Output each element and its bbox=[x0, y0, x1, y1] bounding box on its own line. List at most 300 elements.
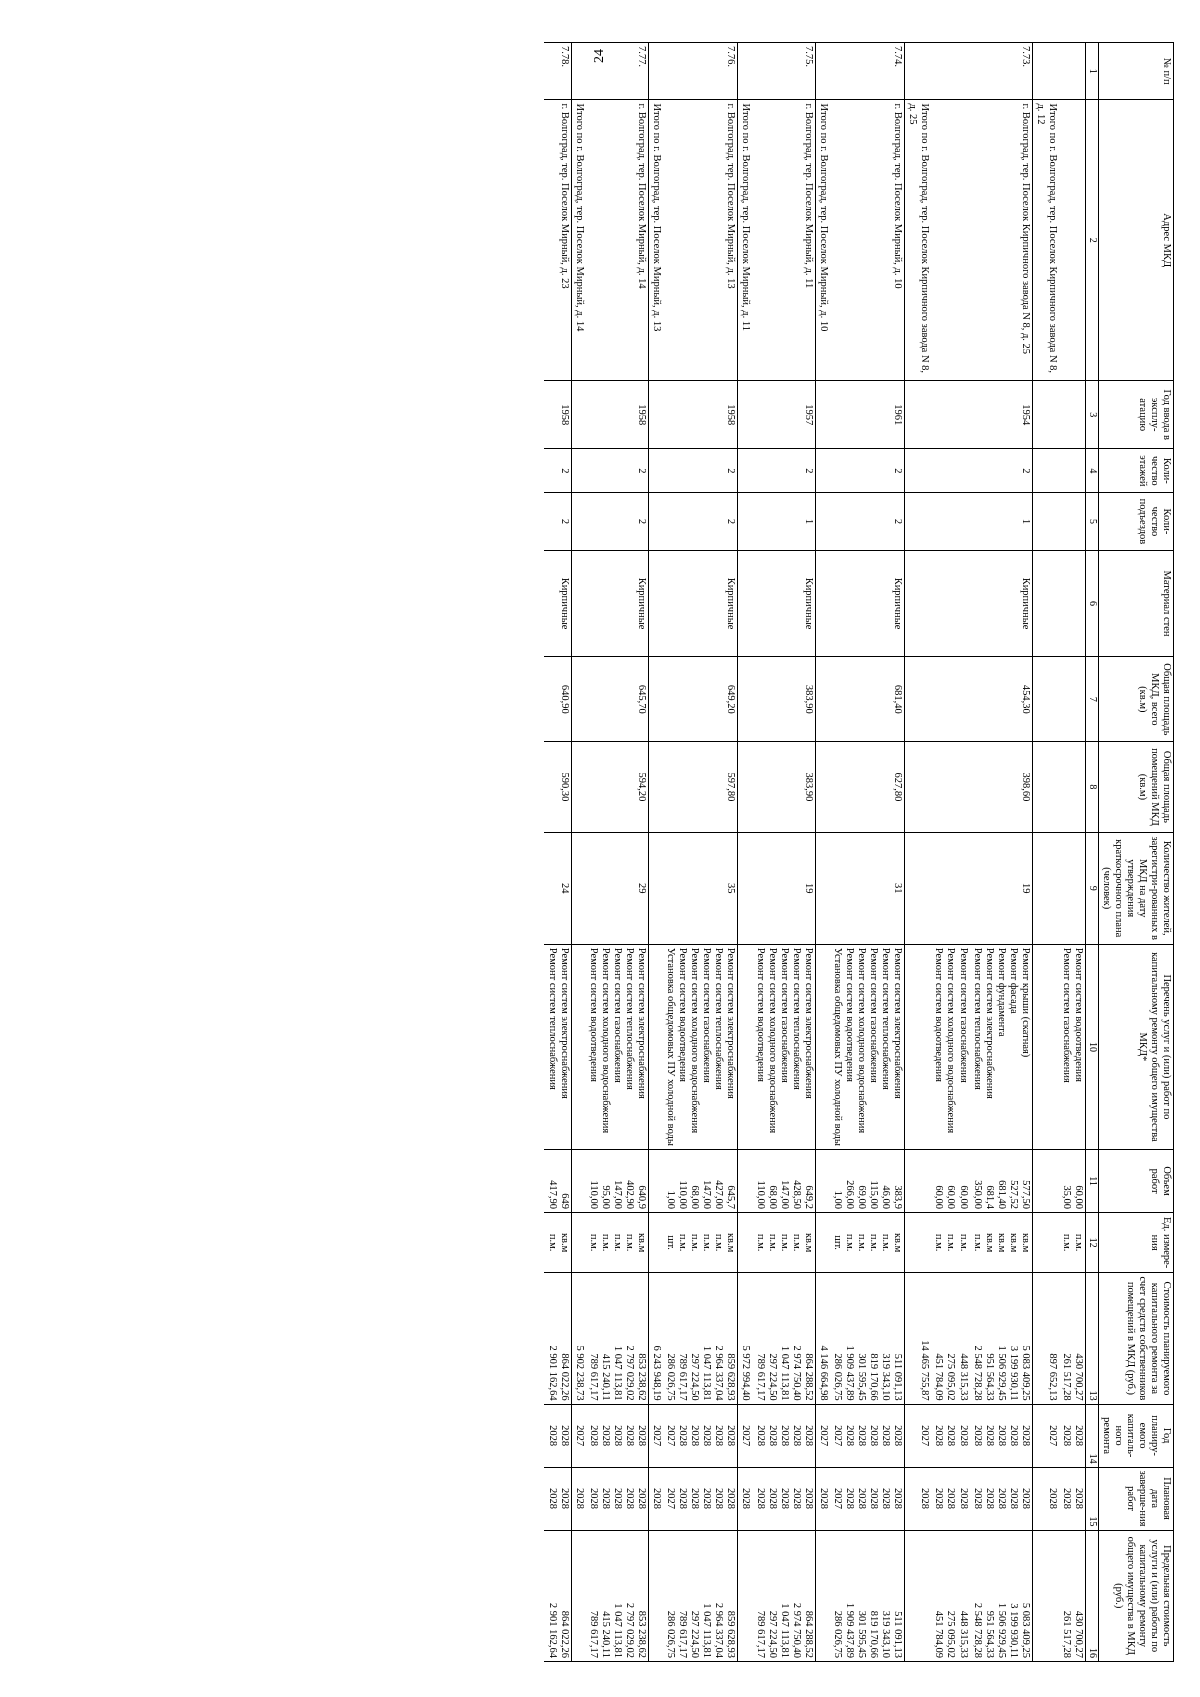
row-number: 7.75. bbox=[753, 43, 816, 100]
total-cost-cell: 5 972 994,40 bbox=[738, 1273, 753, 1404]
volume-cell-value: 577,50 bbox=[1019, 1180, 1031, 1210]
empty-cell bbox=[738, 1530, 753, 1661]
unit-cell bbox=[970, 1213, 1033, 1273]
end-date-cell bbox=[753, 1467, 816, 1530]
plan-year-cell-value: 2028 bbox=[636, 1425, 647, 1447]
end-date-cell-value: 2028 bbox=[790, 1488, 802, 1510]
total-year-cell: 2027 bbox=[649, 1404, 664, 1467]
unit-cell-value: п.м. bbox=[701, 1233, 713, 1252]
works-cell-value: Ремонт систем электроснабжения bbox=[802, 947, 814, 1099]
end-date-cell-value: 2028 bbox=[868, 1488, 880, 1510]
max-cost-cell-value: 1 047 113,81 bbox=[701, 1603, 713, 1658]
max-cost-cell-value: 261 517,28 bbox=[1061, 1610, 1073, 1658]
max-cost-cell-value: 415 240,11 bbox=[599, 1611, 611, 1658]
unit-cell-value: шт. bbox=[665, 1235, 677, 1250]
plan-year-cell bbox=[663, 1404, 738, 1467]
total-end-cell: 2028 bbox=[905, 1467, 932, 1530]
walls-cell bbox=[649, 550, 664, 657]
cost-cell-value: 275 095,02 bbox=[945, 1353, 957, 1401]
total-cost-cell: 14 465 755,87 bbox=[905, 1273, 932, 1404]
end-date-cell-value: 2027 bbox=[665, 1488, 677, 1510]
works-cell-value: Ремонт систем холодного водоснабжения bbox=[689, 947, 701, 1134]
plan-year-cell bbox=[1059, 1404, 1086, 1467]
total-row bbox=[1032, 43, 1059, 1662]
end-date-cell-value: 2028 bbox=[971, 1488, 983, 1510]
total-row bbox=[815, 43, 830, 1662]
address-cell bbox=[1059, 100, 1086, 381]
empty-cell bbox=[738, 1150, 753, 1213]
end-date-cell-value: 2028 bbox=[892, 1488, 904, 1510]
column-header-10: Перечень услуг и (или) работ по капитальному ремонту общего имущества МКД* bbox=[1098, 944, 1173, 1149]
entrances-cell: 2 bbox=[545, 493, 572, 550]
cost-cell-value: 2 974 750,40 bbox=[790, 1345, 802, 1401]
entrances-cell: 1 bbox=[753, 493, 816, 550]
entrances-cell bbox=[571, 493, 586, 550]
cost-cell bbox=[1059, 1273, 1086, 1404]
works-cell bbox=[545, 944, 572, 1149]
unit-cell-value: п.м. bbox=[754, 1233, 766, 1252]
empty-cell bbox=[815, 1150, 830, 1213]
max-cost-cell-value: 864 022,26 bbox=[558, 1610, 570, 1658]
works-cell-value: Установка общедомовых ПУ холодной воды bbox=[831, 947, 843, 1146]
cost-cell-value: 819 170,66 bbox=[868, 1353, 880, 1401]
plan-year-cell-value: 2028 bbox=[713, 1425, 725, 1447]
column-header-16: Предельная стоимость услуги и (или) работы по капитальному ремонту общего имущества в МКД (руб.) bbox=[1098, 1530, 1173, 1661]
cost-cell-value: 864 022,26 bbox=[558, 1353, 570, 1401]
plan-year-cell bbox=[545, 1404, 572, 1467]
empty-cell bbox=[905, 1530, 932, 1661]
column-header-9: Количество жителей, зарегистри-рованных в МКД на дату утверждения краткосрочного плана (человек) bbox=[1098, 832, 1173, 944]
empty-cell bbox=[815, 944, 830, 1149]
empty-cell bbox=[905, 944, 932, 1149]
max-cost-cell-value: 789 617,17 bbox=[587, 1610, 599, 1658]
volume-cell bbox=[931, 1150, 969, 1213]
max-cost-cell bbox=[545, 1530, 572, 1661]
end-date-cell-value: 2028 bbox=[995, 1488, 1007, 1510]
residents-cell bbox=[931, 832, 969, 944]
end-date-cell-value: 2028 bbox=[802, 1488, 814, 1510]
plan-year-cell bbox=[753, 1404, 816, 1467]
total-area-cell: 681,40 bbox=[830, 657, 905, 742]
total-area-cell bbox=[931, 657, 969, 742]
volume-cell-value: 115,00 bbox=[868, 1180, 880, 1210]
plan-year-cell-value: 2028 bbox=[844, 1425, 855, 1447]
total-year-cell: 2027 bbox=[1032, 1404, 1059, 1467]
cost-cell-value: 859 628,93 bbox=[725, 1353, 737, 1401]
residents-cell: 24 bbox=[545, 832, 572, 944]
cost-cell-value: 2 548 728,28 bbox=[971, 1345, 983, 1401]
table-row bbox=[586, 43, 649, 1662]
entrances-cell bbox=[1059, 493, 1086, 550]
plan-year-cell-value: 2028 bbox=[546, 1425, 558, 1447]
residents-cell bbox=[571, 832, 586, 944]
max-cost-cell-value: 2 964 337,04 bbox=[713, 1602, 725, 1658]
works-cell-value: Ремонт систем электроснабжения bbox=[983, 947, 995, 1099]
plan-year-cell-value: 2028 bbox=[701, 1425, 713, 1447]
table-row bbox=[1059, 43, 1086, 1662]
total-end-cell: 2028 bbox=[1032, 1467, 1059, 1530]
table-row bbox=[753, 43, 816, 1662]
max-cost-cell-value: 297 224,50 bbox=[689, 1610, 701, 1658]
floors-cell bbox=[571, 449, 586, 493]
column-header-12: Ед. измере-ния bbox=[1098, 1213, 1173, 1273]
end-date-cell bbox=[1059, 1467, 1086, 1530]
total-area-cell: 649,20 bbox=[663, 657, 738, 742]
empty-cell bbox=[815, 1213, 830, 1273]
plan-year-cell bbox=[970, 1404, 1033, 1467]
end-date-cell-value: 2028 bbox=[611, 1488, 623, 1510]
end-date-cell-value: 2028 bbox=[957, 1488, 969, 1510]
total-end-cell: 2028 bbox=[738, 1467, 753, 1530]
premises-area-cell bbox=[905, 742, 932, 832]
works-cell-value: Ремонт систем водоотведения bbox=[844, 947, 855, 1082]
unit-cell-value: п.м. bbox=[933, 1233, 945, 1252]
volume-cell-value: 68,00 bbox=[766, 1185, 778, 1210]
empty-cell bbox=[905, 1150, 932, 1213]
end-date-cell-value: 2028 bbox=[623, 1488, 635, 1510]
cost-cell bbox=[753, 1273, 816, 1404]
max-cost-cell-value: 864 288,52 bbox=[802, 1610, 814, 1658]
works-cell-value: Ремонт крыши (скатная) bbox=[1019, 947, 1031, 1058]
total-year-cell: 2027 bbox=[738, 1404, 753, 1467]
works-cell-value: Ремонт систем водоотведения bbox=[677, 947, 689, 1082]
empty-cell bbox=[815, 1530, 830, 1661]
cost-cell-value: 451 784,09 bbox=[933, 1353, 945, 1401]
residents-cell: 19 bbox=[753, 832, 816, 944]
column-header-7: Общая площадь МКД, всего (кв.м) bbox=[1098, 657, 1173, 742]
works-cell-value: Ремонт систем электроснабжения bbox=[892, 947, 904, 1099]
column-header-15: Плановая дата заверше-ния работ bbox=[1098, 1467, 1173, 1530]
unit-cell-value: п.м. bbox=[1061, 1233, 1073, 1252]
cost-cell-value: 1 909 437,89 bbox=[844, 1345, 855, 1401]
cost-cell-value: 301 595,45 bbox=[856, 1353, 868, 1401]
empty-cell bbox=[905, 1213, 932, 1273]
end-date-cell bbox=[830, 1467, 905, 1530]
address-cell: г. Волгоград, тер. Поселок Мирный, д. 14 bbox=[586, 100, 649, 381]
works-cell-value: Ремонт систем газоснабжения bbox=[611, 947, 623, 1083]
year-cell bbox=[815, 381, 830, 449]
total-area-cell bbox=[1059, 657, 1086, 742]
max-cost-cell-value: 853 238,62 bbox=[636, 1610, 647, 1658]
capital-repair-plan-sheet bbox=[44, 42, 1174, 1662]
floors-cell: 2 bbox=[830, 449, 905, 493]
floors-cell bbox=[905, 449, 932, 493]
plan-year-cell-value: 2028 bbox=[599, 1425, 611, 1447]
residents-cell bbox=[738, 832, 753, 944]
table-body bbox=[545, 43, 1086, 1662]
works-cell-value: Ремонт систем теплоснабжения bbox=[971, 947, 983, 1090]
column-header-14: Год планиру-емого капиталь-ного ремонта bbox=[1098, 1404, 1173, 1467]
cost-cell-value: 864 288,52 bbox=[802, 1353, 814, 1401]
column-number-9: 9 bbox=[1086, 832, 1099, 944]
unit-cell-value: п.м. bbox=[957, 1233, 969, 1252]
end-date-cell-value: 2028 bbox=[689, 1488, 701, 1510]
total-area-cell: 454,30 bbox=[970, 657, 1033, 742]
cost-cell-value: 5 083 409,25 bbox=[1019, 1345, 1031, 1401]
residents-cell bbox=[1059, 832, 1086, 944]
works-cell-value: Ремонт систем теплоснабжения bbox=[713, 947, 725, 1090]
row-number bbox=[931, 43, 969, 100]
premises-area-cell bbox=[649, 742, 664, 832]
volume-cell-value: 35,00 bbox=[1061, 1185, 1073, 1210]
cost-cell bbox=[586, 1273, 649, 1404]
works-cell-value: Ремонт систем газоснабжения bbox=[701, 947, 713, 1083]
max-cost-cell bbox=[931, 1530, 969, 1661]
column-number-13: 13 bbox=[1086, 1273, 1099, 1404]
end-date-cell-value: 2028 bbox=[856, 1488, 868, 1510]
total-area-cell bbox=[815, 657, 830, 742]
end-date-cell-value: 2028 bbox=[558, 1488, 570, 1510]
cost-cell-value: 286 026,75 bbox=[665, 1353, 677, 1401]
works-cell-value: Ремонт фасада bbox=[1007, 947, 1019, 1014]
total-cost-cell: 6 243 948,19 bbox=[649, 1273, 664, 1404]
works-cell-value: Ремонт систем теплоснабжения bbox=[623, 947, 635, 1090]
row-number bbox=[1032, 43, 1059, 100]
column-number-16: 16 bbox=[1086, 1530, 1099, 1661]
year-cell bbox=[649, 381, 664, 449]
unit-cell-value: кв.м bbox=[983, 1232, 995, 1253]
volume-cell-value: 147,00 bbox=[611, 1180, 623, 1210]
floors-cell: 2 bbox=[753, 449, 816, 493]
max-cost-cell-value: 1 909 437,89 bbox=[844, 1602, 855, 1658]
unit-cell-value: п.м. bbox=[713, 1233, 725, 1252]
walls-cell bbox=[571, 550, 586, 657]
unit-cell bbox=[545, 1213, 572, 1273]
end-date-cell-value: 2028 bbox=[701, 1488, 713, 1510]
works-cell-value: Ремонт систем электроснабжения bbox=[558, 947, 570, 1099]
end-date-cell-value: 2028 bbox=[844, 1488, 855, 1510]
volume-cell-value: 417,90 bbox=[546, 1180, 558, 1210]
row-number bbox=[738, 43, 753, 100]
plan-year-cell-value: 2028 bbox=[558, 1425, 570, 1447]
column-header-6: Материал стен bbox=[1098, 550, 1173, 657]
end-date-cell-value: 2028 bbox=[546, 1488, 558, 1510]
unit-cell-value: п.м. bbox=[880, 1233, 892, 1252]
row-number bbox=[649, 43, 664, 100]
cost-cell-value: 511 091,13 bbox=[892, 1353, 904, 1401]
entrances-cell: 1 bbox=[970, 493, 1033, 550]
entrances-cell: 2 bbox=[830, 493, 905, 550]
plan-year-cell-value: 2028 bbox=[1061, 1425, 1073, 1447]
max-cost-cell bbox=[970, 1530, 1033, 1661]
max-cost-cell-value: 430 700,27 bbox=[1073, 1610, 1085, 1658]
walls-cell: Кирпичные bbox=[586, 550, 649, 657]
works-cell-value: Ремонт систем холодного водоснабжения bbox=[856, 947, 868, 1134]
column-number-10: 10 bbox=[1086, 944, 1099, 1149]
unit-cell-value: п.м. bbox=[611, 1233, 623, 1252]
address-cell: г. Волгоград, тер. Поселок Мирный, д. 23 bbox=[545, 100, 572, 381]
unit-cell-value: шт. bbox=[831, 1235, 843, 1250]
plan-year-cell-value: 2028 bbox=[1019, 1425, 1031, 1447]
max-cost-cell bbox=[830, 1530, 905, 1661]
entrances-cell: 2 bbox=[663, 493, 738, 550]
empty-cell bbox=[649, 1213, 664, 1273]
cost-cell-value: 3 199 930,11 bbox=[1007, 1345, 1019, 1401]
works-cell-value: Ремонт систем электроснабжения bbox=[636, 947, 647, 1099]
column-header-1: № п/п bbox=[1098, 43, 1173, 100]
entrances-cell bbox=[815, 493, 830, 550]
volume-cell-value: 60,00 bbox=[933, 1185, 945, 1210]
max-cost-cell-value: 451 784,09 bbox=[933, 1610, 945, 1658]
works-cell-value: Ремонт систем газоснабжения bbox=[778, 947, 790, 1083]
floors-cell: 2 bbox=[663, 449, 738, 493]
works-cell bbox=[1059, 944, 1086, 1149]
empty-cell bbox=[571, 1213, 586, 1273]
volume-cell-value: 649 bbox=[558, 1193, 570, 1210]
plan-year-cell-value: 2028 bbox=[868, 1425, 880, 1447]
plan-year-cell-value: 2028 bbox=[611, 1425, 623, 1447]
plan-year-cell bbox=[586, 1404, 649, 1467]
floors-cell bbox=[738, 449, 753, 493]
works-cell-value: Ремонт систем газоснабжения bbox=[868, 947, 880, 1083]
row-number bbox=[905, 43, 932, 100]
premises-area-cell bbox=[1059, 742, 1086, 832]
works-cell bbox=[830, 944, 905, 1149]
walls-cell bbox=[931, 550, 969, 657]
end-date-cell-value: 2028 bbox=[945, 1488, 957, 1510]
address-cell: г. Волгоград, тер. Поселок Мирный, д. 13 bbox=[663, 100, 738, 381]
address-cell: г. Волгоград, тер. Поселок Мирный, д. 10 bbox=[830, 100, 905, 381]
page-number: 24 bbox=[592, 49, 607, 63]
column-number-14: 14 bbox=[1086, 1404, 1099, 1467]
unit-cell bbox=[753, 1213, 816, 1273]
column-header-11: Объем работ bbox=[1098, 1150, 1173, 1213]
total-area-cell: 383,90 bbox=[753, 657, 816, 742]
works-cell-value: Ремонт систем теплоснабжения bbox=[880, 947, 892, 1090]
cost-cell-value: 1 047 113,81 bbox=[778, 1345, 790, 1401]
entrances-cell bbox=[649, 493, 664, 550]
row-number bbox=[571, 43, 586, 100]
cost-cell-value: 2 797 029,02 bbox=[623, 1345, 635, 1401]
max-cost-cell-value: 859 628,93 bbox=[725, 1610, 737, 1658]
empty-cell bbox=[649, 1150, 664, 1213]
volume-cell bbox=[586, 1150, 649, 1213]
residents-cell bbox=[1032, 832, 1059, 944]
total-cost-cell: 897 652,13 bbox=[1032, 1273, 1059, 1404]
total-row bbox=[649, 43, 664, 1662]
volume-cell-value: 645,7 bbox=[725, 1185, 737, 1210]
works-cell-value: Ремонт систем электроснабжения bbox=[725, 947, 737, 1099]
empty-cell bbox=[571, 1530, 586, 1661]
volume-cell-value: 640,9 bbox=[636, 1185, 647, 1210]
unit-cell-value: п.м. bbox=[790, 1233, 802, 1252]
floors-cell bbox=[649, 449, 664, 493]
volume-cell-value: 110,00 bbox=[754, 1180, 766, 1210]
volume-cell-value: 681,40 bbox=[995, 1180, 1007, 1210]
column-header-2: Адрес МКД bbox=[1098, 100, 1173, 381]
volume-cell-value: 147,00 bbox=[778, 1180, 790, 1210]
plan-year-cell-value: 2028 bbox=[856, 1425, 868, 1447]
end-date-cell-value: 2027 bbox=[831, 1488, 843, 1510]
premises-area-cell bbox=[931, 742, 969, 832]
plan-year-cell-value: 2028 bbox=[754, 1425, 766, 1447]
end-date-cell bbox=[586, 1467, 649, 1530]
empty-cell bbox=[1032, 1213, 1059, 1273]
total-row bbox=[905, 43, 932, 1662]
works-cell-value: Ремонт фундамента bbox=[995, 947, 1007, 1037]
max-cost-cell bbox=[586, 1530, 649, 1661]
unit-cell-value: кв.м bbox=[558, 1232, 570, 1253]
table-row bbox=[830, 43, 905, 1662]
volume-cell bbox=[753, 1150, 816, 1213]
walls-cell bbox=[815, 550, 830, 657]
plan-year-cell-value: 2028 bbox=[1007, 1425, 1019, 1447]
row-number: 7.76. bbox=[663, 43, 738, 100]
address-cell: г. Волгоград, тер. Поселок Мирный, д. 11 bbox=[753, 100, 816, 381]
works-cell-value: Ремонт систем газоснабжения bbox=[1061, 947, 1073, 1083]
cost-cell bbox=[663, 1273, 738, 1404]
plan-year-cell-value: 2028 bbox=[587, 1425, 599, 1447]
unit-cell-value: п.м. bbox=[778, 1233, 790, 1252]
unit-cell-value: кв.м bbox=[892, 1232, 904, 1253]
address-cell: Итого по г. Волгоград, тер. Поселок Кирпичного завода N 8, д. 25 bbox=[905, 100, 932, 381]
year-cell: 1958 bbox=[545, 381, 572, 449]
works-cell bbox=[586, 944, 649, 1149]
unit-cell-value: п.м. bbox=[546, 1233, 558, 1252]
cost-cell-value: 297 224,50 bbox=[766, 1353, 778, 1401]
volume-cell-value: 110,00 bbox=[677, 1180, 689, 1210]
works-cell-value: Ремонт систем теплоснабжения bbox=[546, 947, 558, 1090]
total-area-cell: 645,70 bbox=[586, 657, 649, 742]
plan-year-cell-value: 2028 bbox=[933, 1425, 945, 1447]
volume-cell-value: 60,00 bbox=[957, 1185, 969, 1210]
max-cost-cell-value: 951 564,33 bbox=[983, 1610, 995, 1658]
column-header-5: Коли-чество подъездов bbox=[1098, 493, 1173, 550]
unit-cell bbox=[830, 1213, 905, 1273]
works-cell-value: Ремонт систем водоотведения bbox=[933, 947, 945, 1082]
unit-cell-value: п.м. bbox=[945, 1233, 957, 1252]
residents-cell: 31 bbox=[830, 832, 905, 944]
cost-cell-value: 1 047 113,81 bbox=[701, 1345, 713, 1401]
column-number-3: 3 bbox=[1086, 381, 1099, 449]
plan-year-cell-value: 2028 bbox=[623, 1425, 635, 1447]
entrances-cell bbox=[1032, 493, 1059, 550]
max-cost-cell-value: 2 797 029,02 bbox=[623, 1602, 635, 1658]
residents-cell: 29 bbox=[586, 832, 649, 944]
unit-cell-value: кв.м bbox=[636, 1232, 647, 1253]
works-cell bbox=[663, 944, 738, 1149]
plan-year-cell-value: 2028 bbox=[971, 1425, 983, 1447]
plan-year-cell-value: 2028 bbox=[957, 1425, 969, 1447]
empty-cell bbox=[649, 944, 664, 1149]
table-row bbox=[545, 43, 572, 1662]
plan-year-cell-value: 2028 bbox=[945, 1425, 957, 1447]
max-cost-cell-value: 1 047 113,81 bbox=[611, 1603, 623, 1658]
volume-cell-value: 527,52 bbox=[1007, 1180, 1019, 1210]
row-number bbox=[815, 43, 830, 100]
address-cell: Итого по г. Волгоград, тер. Поселок Кирпичного завода N 8, д. 12 bbox=[1032, 100, 1059, 381]
max-cost-cell-value: 3 199 930,11 bbox=[1007, 1603, 1019, 1658]
end-date-cell-value: 2028 bbox=[754, 1488, 766, 1510]
max-cost-cell-value: 1 047 113,81 bbox=[778, 1603, 790, 1658]
cost-cell bbox=[545, 1273, 572, 1404]
repair-plan-table bbox=[545, 42, 1175, 1662]
plan-year-cell-value: 2028 bbox=[766, 1425, 778, 1447]
max-cost-cell-value: 5 083 409,25 bbox=[1019, 1602, 1031, 1658]
cost-cell-value: 1 047 113,81 bbox=[611, 1345, 623, 1401]
unit-cell-value: п.м. bbox=[677, 1233, 689, 1252]
year-cell bbox=[1032, 381, 1059, 449]
volume-cell bbox=[663, 1150, 738, 1213]
column-header-4: Коли-чество этажей bbox=[1098, 449, 1173, 493]
plan-year-cell-value: 2028 bbox=[790, 1425, 802, 1447]
end-date-cell-value: 2028 bbox=[587, 1488, 599, 1510]
unit-cell bbox=[1059, 1213, 1086, 1273]
cost-cell-value: 319 343,10 bbox=[880, 1353, 892, 1401]
unit-cell-value: п.м. bbox=[868, 1233, 880, 1252]
end-date-cell-value: 2028 bbox=[766, 1488, 778, 1510]
column-number-1: 1 bbox=[1086, 43, 1099, 100]
